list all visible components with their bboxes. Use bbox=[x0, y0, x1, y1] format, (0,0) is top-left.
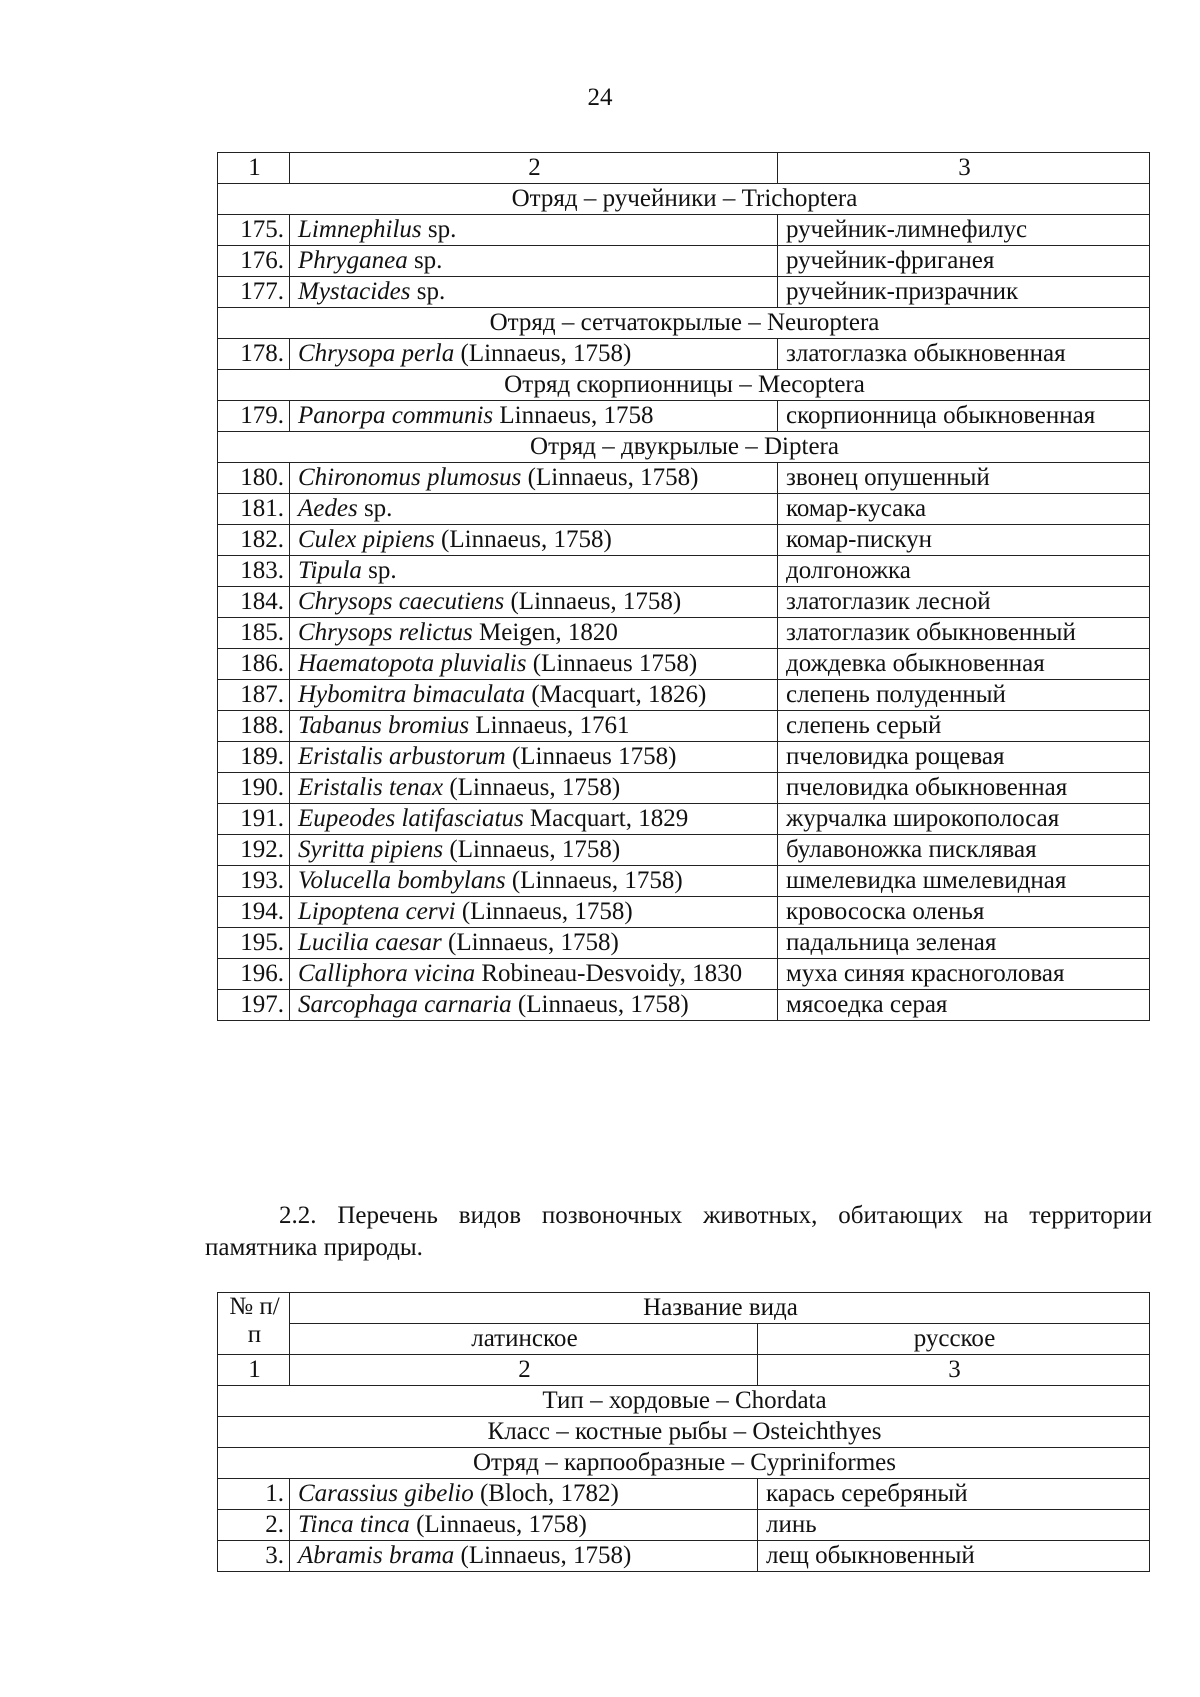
author-citation: sp. bbox=[410, 278, 446, 305]
vertebrates-table-body bbox=[218, 1386, 1150, 1572]
paragraph-line-2: памятника природы. bbox=[205, 1234, 423, 1261]
latin-name: Limnephilus bbox=[298, 216, 422, 243]
latin-name: Aedes bbox=[298, 495, 358, 522]
table-row bbox=[218, 556, 1150, 587]
row-number: 3. bbox=[218, 1541, 290, 1572]
section-title: Класс – костные рыбы – Osteichthyes bbox=[218, 1417, 1150, 1448]
row-number: 193. bbox=[218, 866, 290, 897]
author-citation: (Linnaeus, 1758) bbox=[434, 526, 612, 553]
row-number: 185. bbox=[218, 618, 290, 649]
author-citation: (Linnaeus, 1758) bbox=[443, 836, 621, 863]
russian-name: ручейник-призрачник bbox=[778, 277, 1150, 308]
latin-name: Haematopota pluvialis bbox=[298, 650, 527, 677]
table-row bbox=[218, 1510, 1150, 1541]
latin-name: Mystacides bbox=[298, 278, 411, 305]
table-row bbox=[218, 618, 1150, 649]
row-number: 179. bbox=[218, 401, 290, 432]
russian-name: мясоедка серая bbox=[778, 990, 1150, 1021]
column-index-2: 2 bbox=[290, 1355, 758, 1386]
latin-name-cell bbox=[290, 401, 778, 432]
row-number: 190. bbox=[218, 773, 290, 804]
table-row bbox=[218, 990, 1150, 1021]
section-title: Отряд скорпионницы – Mecoptera bbox=[218, 370, 1150, 401]
russian-name: кровососка оленья bbox=[778, 897, 1150, 928]
russian-name: комар-пискун bbox=[778, 525, 1150, 556]
row-number: 197. bbox=[218, 990, 290, 1021]
table-row bbox=[218, 711, 1150, 742]
row-number: 2. bbox=[218, 1510, 290, 1541]
latin-name-cell bbox=[290, 246, 778, 277]
author-citation: (Linnaeus, 1758) bbox=[409, 1511, 587, 1538]
row-number: 192. bbox=[218, 835, 290, 866]
russian-name: карась серебряный bbox=[758, 1479, 1150, 1510]
section-row bbox=[218, 1448, 1150, 1479]
table-row bbox=[218, 494, 1150, 525]
table-row bbox=[218, 959, 1150, 990]
latin-name: Chrysops caecutiens bbox=[298, 588, 505, 615]
latin-name-cell bbox=[290, 215, 778, 246]
latin-name: Volucella bombylans bbox=[298, 867, 506, 894]
table-row bbox=[218, 897, 1150, 928]
latin-name: Chrysops relictus bbox=[298, 619, 473, 646]
table-row bbox=[218, 277, 1150, 308]
row-number: 175. bbox=[218, 215, 290, 246]
latin-name: Culex pipiens bbox=[298, 526, 435, 553]
latin-name: Abramis brama bbox=[298, 1542, 455, 1569]
column-index-3: 3 bbox=[758, 1355, 1150, 1386]
latin-name-cell bbox=[290, 587, 778, 618]
author-citation: (Linnaeus, 1758) bbox=[504, 588, 682, 615]
section-row bbox=[218, 432, 1150, 463]
section-row bbox=[218, 184, 1150, 215]
latin-name: Panorpa communis bbox=[298, 402, 494, 429]
russian-name: журчалка широкополосая bbox=[778, 804, 1150, 835]
section-row bbox=[218, 370, 1150, 401]
table-row bbox=[218, 1479, 1150, 1510]
row-number: 194. bbox=[218, 897, 290, 928]
author-citation: (Bloch, 1782) bbox=[473, 1480, 619, 1507]
section-paragraph bbox=[205, 1200, 1152, 1264]
table-header-row bbox=[218, 153, 1150, 184]
russian-name: слепень полуденный bbox=[778, 680, 1150, 711]
author-citation: (Linnaeus, 1758) bbox=[443, 774, 621, 801]
section-title: Отряд – ручейники – Trichoptera bbox=[218, 184, 1150, 215]
table-row bbox=[218, 339, 1150, 370]
row-number: 181. bbox=[218, 494, 290, 525]
latin-name-cell bbox=[290, 277, 778, 308]
author-citation: sp. bbox=[361, 557, 397, 584]
table-index-row bbox=[218, 1355, 1150, 1386]
invertebrates-table bbox=[217, 152, 1150, 1021]
table-row bbox=[218, 1541, 1150, 1572]
latin-name-cell bbox=[290, 866, 778, 897]
table-row bbox=[218, 649, 1150, 680]
invertebrates-table-body bbox=[218, 184, 1150, 1021]
russian-name: шмелевидка шмелевидная bbox=[778, 866, 1150, 897]
table-row bbox=[218, 215, 1150, 246]
table-row bbox=[218, 587, 1150, 618]
latin-name-cell bbox=[290, 556, 778, 587]
latin-name: Lipoptena cervi bbox=[298, 898, 456, 925]
latin-name-cell bbox=[290, 1541, 758, 1572]
section-row bbox=[218, 1417, 1150, 1448]
row-number: 183. bbox=[218, 556, 290, 587]
row-number: 191. bbox=[218, 804, 290, 835]
author-citation: (Linnaeus, 1758) bbox=[455, 898, 633, 925]
author-citation: sp. bbox=[407, 247, 443, 274]
column-index-1: 1 bbox=[218, 1355, 290, 1386]
table-row bbox=[218, 680, 1150, 711]
latin-name-cell bbox=[290, 742, 778, 773]
row-number: 189. bbox=[218, 742, 290, 773]
row-number: 186. bbox=[218, 649, 290, 680]
table-row bbox=[218, 742, 1150, 773]
russian-name: пчеловидка обыкновенная bbox=[778, 773, 1150, 804]
russian-name: златоглазик лесной bbox=[778, 587, 1150, 618]
row-number: 184. bbox=[218, 587, 290, 618]
author-citation: (Linnaeus, 1758) bbox=[505, 867, 683, 894]
russian-name: златоглазик обыкновенный bbox=[778, 618, 1150, 649]
latin-name: Hybomitra bimaculata bbox=[298, 681, 526, 708]
russian-name: скорпионница обыкновенная bbox=[778, 401, 1150, 432]
paragraph-line-1: 2.2. Перечень видов позвоночных животных, обитающих на территории bbox=[279, 1202, 1152, 1229]
column-index-1: 1 bbox=[218, 153, 290, 184]
latin-name-cell bbox=[290, 339, 778, 370]
row-number: 196. bbox=[218, 959, 290, 990]
latin-name: Tipula bbox=[298, 557, 362, 584]
latin-name: Sarcophaga carnaria bbox=[298, 991, 512, 1018]
latin-name: Syritta pipiens bbox=[298, 836, 444, 863]
table-row bbox=[218, 804, 1150, 835]
row-number: 187. bbox=[218, 680, 290, 711]
section-title: Отряд – сетчатокрылые – Neuroptera bbox=[218, 308, 1150, 339]
russian-name: линь bbox=[758, 1510, 1150, 1541]
section-title: Отряд – двукрылые – Diptera bbox=[218, 432, 1150, 463]
vertebrates-table bbox=[217, 1292, 1150, 1572]
latin-name-cell bbox=[290, 494, 778, 525]
russian-name: комар-кусака bbox=[778, 494, 1150, 525]
section-title: Отряд – карпообразные – Cypriniformes bbox=[218, 1448, 1150, 1479]
russian-name: падальница зеленая bbox=[778, 928, 1150, 959]
latin-name: Eristalis tenax bbox=[298, 774, 444, 801]
russian-name: ручейник-фриганея bbox=[778, 246, 1150, 277]
author-citation: sp. bbox=[421, 216, 457, 243]
row-number: 176. bbox=[218, 246, 290, 277]
author-citation: (Linnaeus, 1758) bbox=[511, 991, 689, 1018]
table-row bbox=[218, 866, 1150, 897]
latin-name-cell bbox=[290, 618, 778, 649]
russian-name: дождевка обыкновенная bbox=[778, 649, 1150, 680]
row-number: 195. bbox=[218, 928, 290, 959]
russian-name: слепень серый bbox=[778, 711, 1150, 742]
column-number-header: № п/п bbox=[218, 1293, 290, 1355]
latin-name: Chrysopa perla bbox=[298, 340, 455, 367]
author-citation: Robineau-Desvoidy, 1830 bbox=[475, 960, 743, 987]
row-number: 180. bbox=[218, 463, 290, 494]
row-number: 182. bbox=[218, 525, 290, 556]
author-citation: Linnaeus, 1761 bbox=[469, 712, 630, 739]
column-name-header: Название вида bbox=[290, 1293, 1150, 1324]
table-row bbox=[218, 246, 1150, 277]
latin-name-cell bbox=[290, 711, 778, 742]
table-row bbox=[218, 463, 1150, 494]
latin-name: Carassius gibelio bbox=[298, 1480, 474, 1507]
latin-name: Tinca tinca bbox=[298, 1511, 410, 1538]
latin-name-cell bbox=[290, 990, 778, 1021]
page-number: 24 bbox=[587, 84, 613, 111]
table-row bbox=[218, 773, 1150, 804]
latin-name: Tabanus bromius bbox=[298, 712, 470, 739]
row-number: 178. bbox=[218, 339, 290, 370]
author-citation: (Linnaeus, 1758) bbox=[441, 929, 619, 956]
author-citation: (Linnaeus, 1758) bbox=[454, 340, 632, 367]
row-number: 177. bbox=[218, 277, 290, 308]
table-subheader-row bbox=[218, 1324, 1150, 1355]
latin-name-cell bbox=[290, 463, 778, 494]
latin-name-cell bbox=[290, 804, 778, 835]
russian-name: ручейник-лимнефилус bbox=[778, 215, 1150, 246]
latin-name-cell bbox=[290, 680, 778, 711]
russian-name: булавоножка писклявая bbox=[778, 835, 1150, 866]
russian-name: муха синяя красноголовая bbox=[778, 959, 1150, 990]
latin-name: Chironomus plumosus bbox=[298, 464, 522, 491]
table-header-row bbox=[218, 1293, 1150, 1324]
latin-name: Eristalis arbustorum bbox=[298, 743, 506, 770]
author-citation: (Linnaeus, 1758) bbox=[454, 1542, 632, 1569]
section-row bbox=[218, 308, 1150, 339]
latin-name: Calliphora vicina bbox=[298, 960, 476, 987]
author-citation: Meigen, 1820 bbox=[472, 619, 618, 646]
column-latin-header: латинское bbox=[290, 1324, 758, 1355]
latin-name-cell bbox=[290, 928, 778, 959]
author-citation: (Linnaeus 1758) bbox=[526, 650, 698, 677]
latin-name-cell bbox=[290, 1510, 758, 1541]
author-citation: (Linnaeus, 1758) bbox=[521, 464, 699, 491]
russian-name: звонец опушенный bbox=[778, 463, 1150, 494]
row-number: 1. bbox=[218, 1479, 290, 1510]
latin-name-cell bbox=[290, 525, 778, 556]
section-title: Тип – хордовые – Chordata bbox=[218, 1386, 1150, 1417]
latin-name-cell bbox=[290, 897, 778, 928]
latin-name: Lucilia caesar bbox=[298, 929, 442, 956]
column-index-2: 2 bbox=[290, 153, 778, 184]
section-row bbox=[218, 1386, 1150, 1417]
author-citation: Linnaeus, 1758 bbox=[493, 402, 654, 429]
latin-name-cell bbox=[290, 959, 778, 990]
latin-name-cell bbox=[290, 1479, 758, 1510]
author-citation: (Linnaeus 1758) bbox=[505, 743, 677, 770]
table-row bbox=[218, 401, 1150, 432]
column-russian-header: русское bbox=[758, 1324, 1150, 1355]
latin-name-cell bbox=[290, 835, 778, 866]
latin-name-cell bbox=[290, 649, 778, 680]
russian-name: пчеловидка рощевая bbox=[778, 742, 1150, 773]
author-citation: Macquart, 1829 bbox=[523, 805, 689, 832]
author-citation: sp. bbox=[357, 495, 393, 522]
russian-name: долгоножка bbox=[778, 556, 1150, 587]
russian-name: лещ обыкновенный bbox=[758, 1541, 1150, 1572]
table-row bbox=[218, 928, 1150, 959]
latin-name-cell bbox=[290, 773, 778, 804]
author-citation: (Macquart, 1826) bbox=[525, 681, 707, 708]
latin-name: Phryganea bbox=[298, 247, 408, 274]
row-number: 188. bbox=[218, 711, 290, 742]
russian-name: златоглазка обыкновенная bbox=[778, 339, 1150, 370]
latin-name: Eupeodes latifasciatus bbox=[298, 805, 524, 832]
table-row bbox=[218, 835, 1150, 866]
table-row bbox=[218, 525, 1150, 556]
column-index-3: 3 bbox=[778, 153, 1150, 184]
